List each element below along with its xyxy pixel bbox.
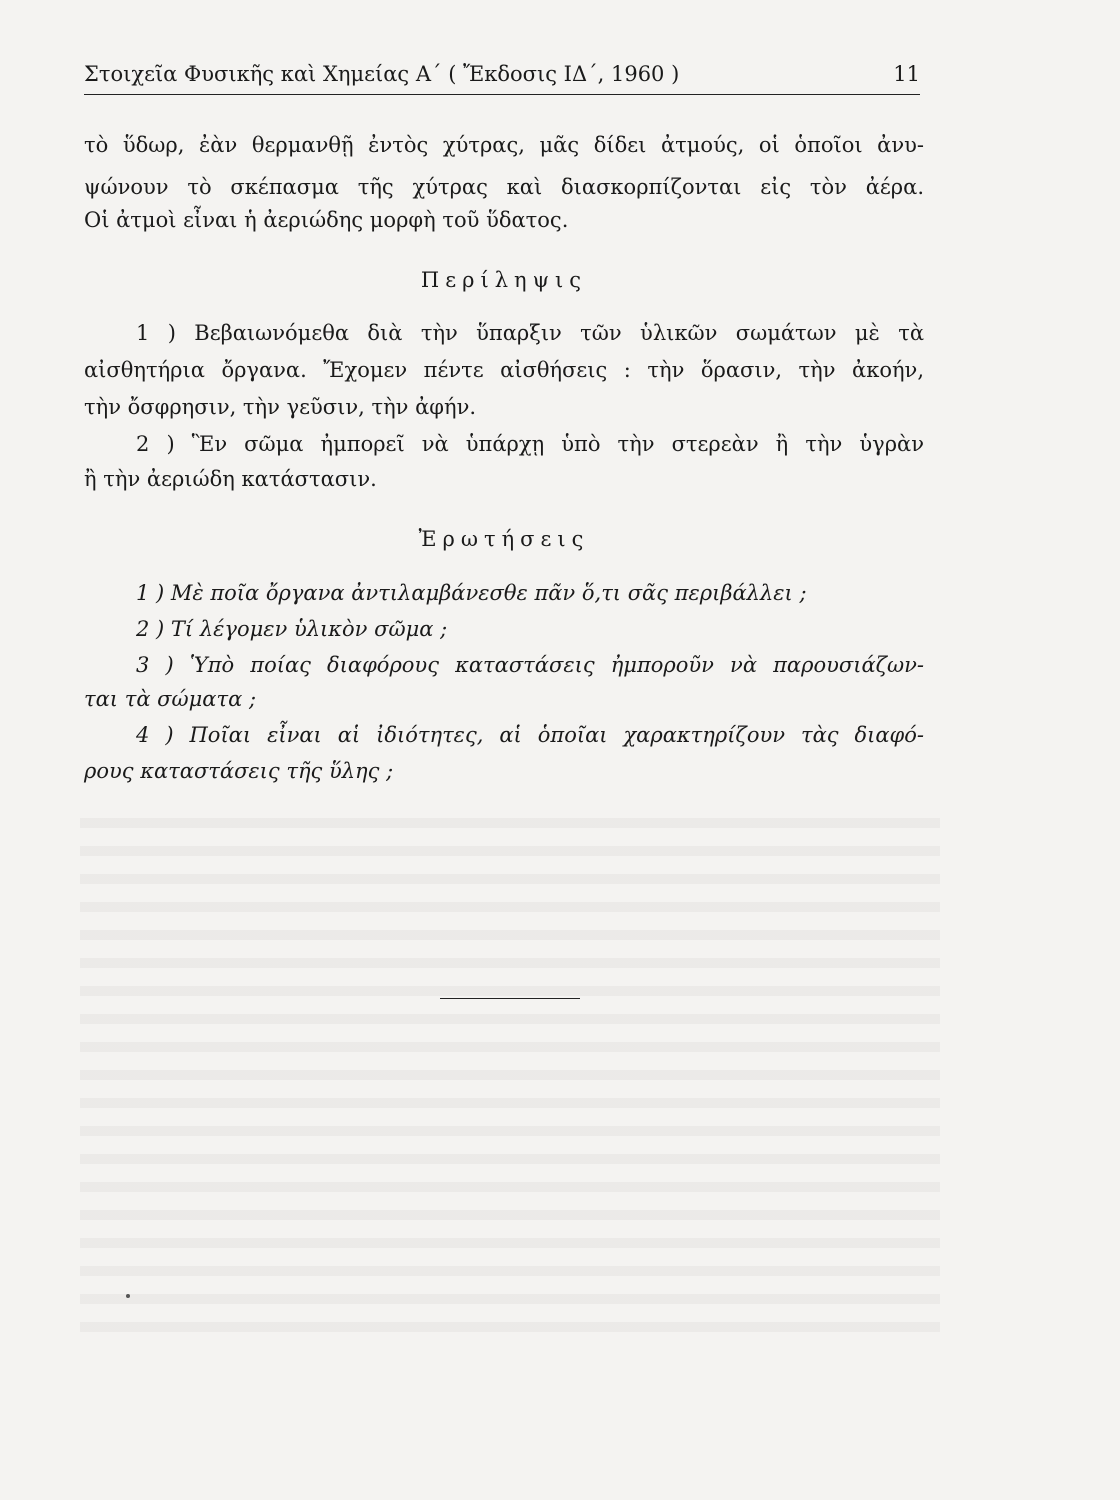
page-number: 11: [893, 62, 920, 86]
summary-line: ἢ τὴν ἀεριώδη κατάστασιν.: [84, 467, 377, 491]
intro-line: Οἱ ἀτμοὶ εἶναι ἡ ἀεριώδης μορφὴ τοῦ ὕδατος.: [84, 208, 569, 232]
question-line: 1 ) Μὲ ποῖα ὄργανα ἀντιλαμβάνεσθε πᾶν ὅ,τι σᾶς περιβάλλει ;: [136, 581, 807, 605]
intro-line: τὸ ὕδωρ, ἐὰν θερμανθῇ ἐντὸς χύτρας, μᾶς δίδει ἀτμούς, οἱ ὁποῖοι ἀνυ-: [84, 133, 924, 157]
section-end-rule: [440, 998, 580, 999]
running-header: [84, 58, 920, 95]
question-line: 2 ) Τί λέγομεν ὑλικὸν σῶμα ;: [136, 617, 448, 641]
summary-line: 1 ) Βεβαιωνόμεθα διὰ τὴν ὕπαρξιν τῶν ὑλικῶν σωμάτων μὲ τὰ: [136, 321, 924, 345]
questions-heading: Ἐρωτήσεις: [418, 527, 590, 551]
question-line: ρους καταστάσεις τῆς ὕλης ;: [84, 759, 394, 783]
summary-line: τὴν ὄσφρησιν, τὴν γεῦσιν, τὴν ἀφήν.: [84, 395, 477, 419]
summary-heading: Περίληψις: [420, 268, 588, 292]
question-line: ται τὰ σώματα ;: [84, 687, 257, 711]
summary-line: 2 ) Ἓν σῶμα ἠμπορεῖ νὰ ὑπάρχῃ ὑπὸ τὴν στερεὰν ἢ τὴν ὑγρὰν: [136, 432, 924, 456]
question-line: 3 ) Ὑπὸ ποίας διαφόρους καταστάσεις ἠμποροῦν νὰ παρουσιάζων-: [136, 653, 924, 677]
question-line: 4 ) Ποῖαι εἶναι αἱ ἰδιότητες, αἱ ὁποῖαι χαρακτηρίζουν τὰς διαφό-: [136, 723, 924, 747]
intro-line: ψώνουν τὸ σκέπασμα τῆς χύτρας καὶ διασκορπίζονται εἰς τὸν ἀέρα.: [84, 175, 924, 199]
show-through-text: [80, 800, 940, 1340]
stray-mark: [126, 1294, 130, 1298]
summary-line: αἰσθητήρια ὄργανα. Ἔχομεν πέντε αἰσθήσεις : τὴν ὅρασιν, τὴν ἀκοήν,: [84, 358, 924, 382]
running-title: Στοιχεῖα Φυσικῆς καὶ Χημείας Α΄ ( Ἔκδοσις ΙΔ΄, 1960 ): [84, 62, 680, 86]
